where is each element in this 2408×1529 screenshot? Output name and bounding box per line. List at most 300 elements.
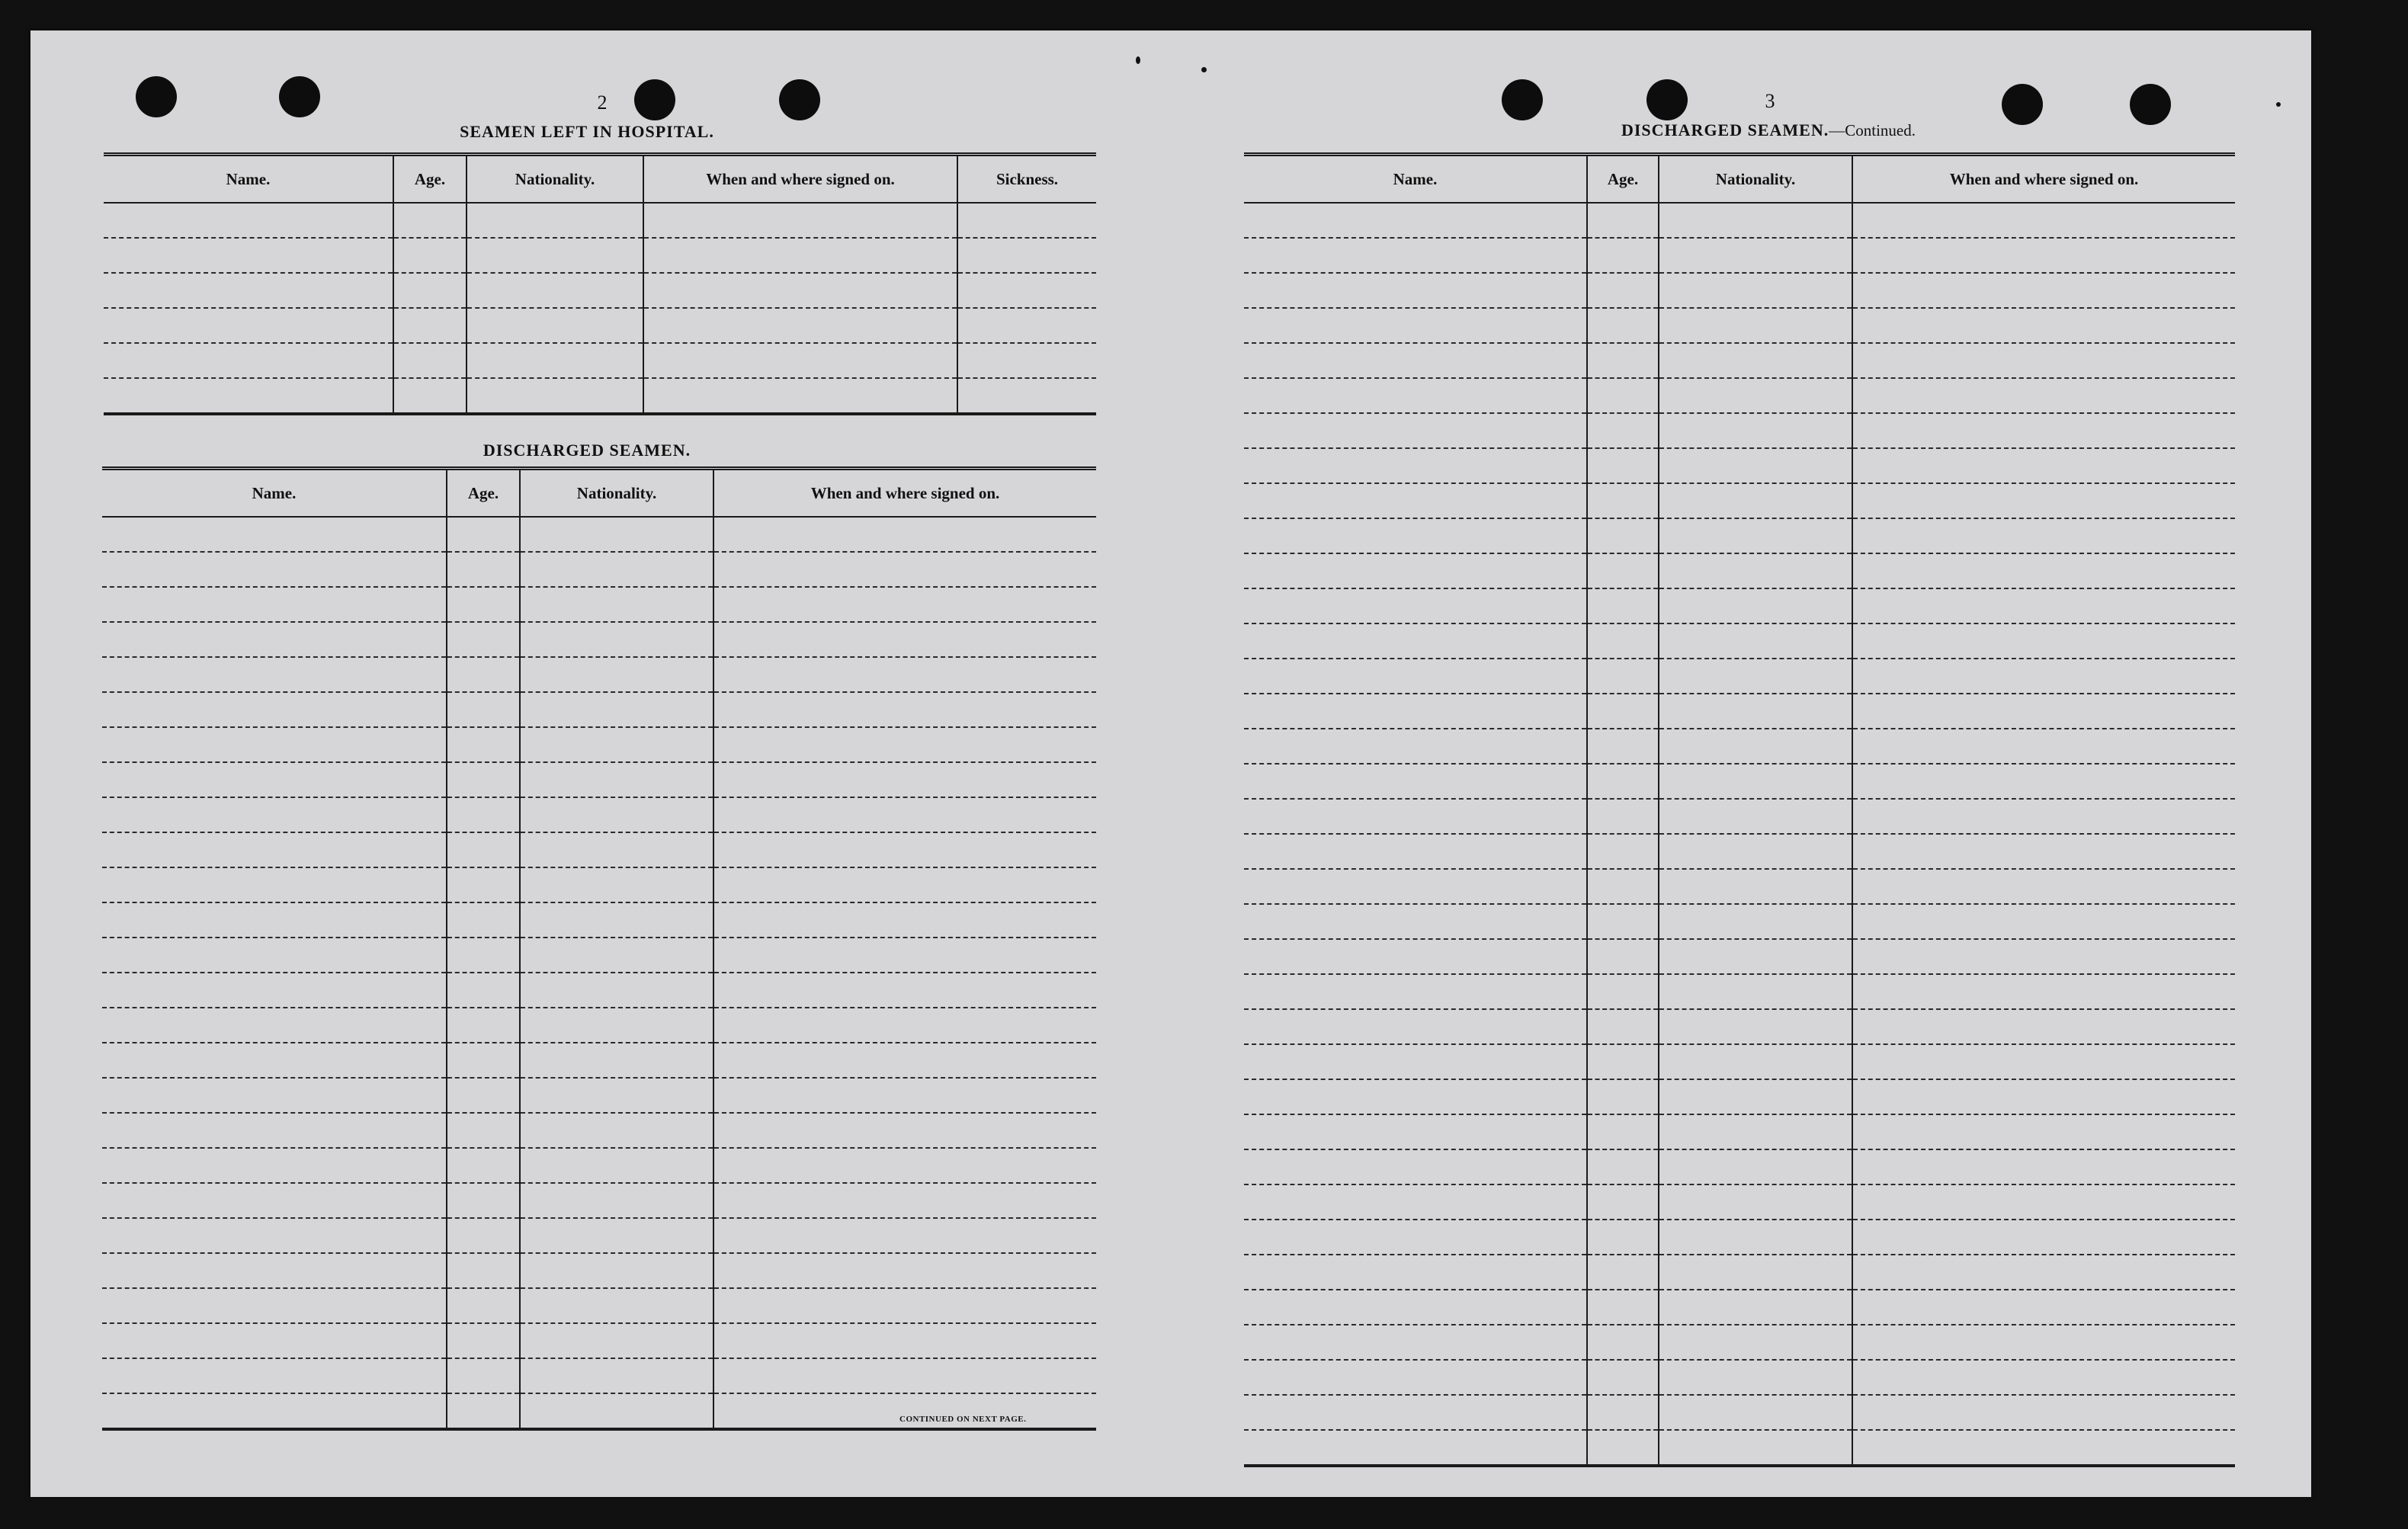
name-cell[interactable] [1244, 448, 1587, 483]
signed-on-cell[interactable] [1852, 1114, 2235, 1149]
name-cell[interactable] [102, 1008, 447, 1043]
signed-on-cell[interactable] [713, 1148, 1096, 1183]
name-cell[interactable] [1244, 1079, 1587, 1114]
signed-on-cell[interactable] [713, 1253, 1096, 1288]
name-cell[interactable] [102, 1218, 447, 1253]
name-cell[interactable] [102, 1078, 447, 1113]
sickness-cell[interactable] [957, 273, 1096, 308]
table-row[interactable] [102, 1218, 1096, 1253]
table-row[interactable] [1244, 588, 2235, 623]
table-row[interactable] [1244, 1079, 2235, 1114]
nationality-cell[interactable] [1659, 553, 1852, 588]
table-row[interactable] [102, 657, 1096, 692]
name-cell[interactable] [104, 343, 393, 378]
age-cell[interactable] [447, 1358, 520, 1393]
table-row[interactable] [102, 902, 1096, 938]
nationality-cell[interactable] [467, 238, 643, 273]
age-cell[interactable] [447, 587, 520, 622]
nationality-cell[interactable] [520, 1078, 713, 1113]
age-cell[interactable] [447, 692, 520, 727]
signed-on-cell[interactable] [1852, 378, 2235, 413]
age-cell[interactable] [1587, 1360, 1659, 1395]
nationality-cell[interactable] [520, 832, 713, 867]
signed-on-cell[interactable] [1852, 1079, 2235, 1114]
table-row[interactable] [1244, 273, 2235, 308]
signed-on-cell[interactable] [1852, 1044, 2235, 1079]
age-cell[interactable] [1587, 518, 1659, 553]
name-cell[interactable] [1244, 1255, 1587, 1290]
age-cell[interactable] [1587, 1184, 1659, 1220]
table-row[interactable] [1244, 413, 2235, 448]
nationality-cell[interactable] [520, 657, 713, 692]
table-row[interactable] [102, 1078, 1096, 1113]
signed-on-cell[interactable] [643, 203, 957, 238]
table-row[interactable] [1244, 1009, 2235, 1044]
table-row[interactable] [1244, 448, 2235, 483]
age-cell[interactable] [1587, 729, 1659, 764]
name-cell[interactable] [1244, 308, 1587, 343]
age-cell[interactable] [1587, 1255, 1659, 1290]
name-cell[interactable] [1244, 834, 1587, 869]
age-cell[interactable] [447, 1043, 520, 1078]
table-row[interactable] [1244, 974, 2235, 1009]
name-cell[interactable] [1244, 1290, 1587, 1325]
signed-on-cell[interactable] [1852, 1430, 2235, 1466]
name-cell[interactable] [102, 1288, 447, 1323]
name-cell[interactable] [102, 762, 447, 797]
age-cell[interactable] [447, 1113, 520, 1148]
signed-on-cell[interactable] [1852, 834, 2235, 869]
age-cell[interactable] [393, 238, 467, 273]
sickness-cell[interactable] [957, 378, 1096, 414]
signed-on-cell[interactable] [713, 727, 1096, 762]
name-cell[interactable] [1244, 729, 1587, 764]
table-row[interactable] [102, 1183, 1096, 1218]
signed-on-cell[interactable] [713, 1008, 1096, 1043]
age-cell[interactable] [1587, 1430, 1659, 1466]
table-row[interactable] [102, 938, 1096, 973]
name-cell[interactable] [102, 587, 447, 622]
nationality-cell[interactable] [1659, 659, 1852, 694]
age-cell[interactable] [1587, 308, 1659, 343]
table-row[interactable] [1244, 343, 2235, 378]
age-cell[interactable] [1587, 1220, 1659, 1255]
nationality-cell[interactable] [520, 1288, 713, 1323]
signed-on-cell[interactable] [713, 1323, 1096, 1358]
signed-on-cell[interactable] [1852, 273, 2235, 308]
signed-on-cell[interactable] [1852, 413, 2235, 448]
nationality-cell[interactable] [1659, 904, 1852, 939]
nationality-cell[interactable] [520, 902, 713, 938]
nationality-cell[interactable] [1659, 1149, 1852, 1184]
age-cell[interactable] [447, 1148, 520, 1183]
nationality-cell[interactable] [520, 692, 713, 727]
table-row[interactable] [102, 692, 1096, 727]
age-cell[interactable] [1587, 1079, 1659, 1114]
age-cell[interactable] [447, 1078, 520, 1113]
nationality-cell[interactable] [520, 727, 713, 762]
signed-on-cell[interactable] [713, 762, 1096, 797]
name-cell[interactable] [102, 938, 447, 973]
nationality-cell[interactable] [1659, 378, 1852, 413]
age-cell[interactable] [1587, 483, 1659, 518]
table-row[interactable] [104, 378, 1096, 414]
table-row[interactable] [1244, 1044, 2235, 1079]
signed-on-cell[interactable] [1852, 308, 2235, 343]
nationality-cell[interactable] [1659, 694, 1852, 729]
name-cell[interactable] [102, 867, 447, 902]
age-cell[interactable] [1587, 623, 1659, 659]
signed-on-cell[interactable] [713, 587, 1096, 622]
age-cell[interactable] [447, 902, 520, 938]
nationality-cell[interactable] [1659, 834, 1852, 869]
name-cell[interactable] [1244, 799, 1587, 834]
name-cell[interactable] [1244, 1395, 1587, 1430]
name-cell[interactable] [102, 832, 447, 867]
age-cell[interactable] [1587, 343, 1659, 378]
age-cell[interactable] [1587, 694, 1659, 729]
nationality-cell[interactable] [520, 1008, 713, 1043]
nationality-cell[interactable] [520, 762, 713, 797]
name-cell[interactable] [102, 902, 447, 938]
nationality-cell[interactable] [1659, 974, 1852, 1009]
table-row[interactable] [1244, 238, 2235, 273]
table-row[interactable] [104, 203, 1096, 238]
age-cell[interactable] [1587, 448, 1659, 483]
name-cell[interactable] [1244, 1360, 1587, 1395]
nationality-cell[interactable] [520, 1043, 713, 1078]
table-row[interactable] [1244, 1255, 2235, 1290]
name-cell[interactable] [102, 552, 447, 587]
nationality-cell[interactable] [1659, 1360, 1852, 1395]
table-row[interactable] [102, 622, 1096, 657]
signed-on-cell[interactable] [1852, 1009, 2235, 1044]
table-row[interactable] [1244, 869, 2235, 904]
nationality-cell[interactable] [520, 1358, 713, 1393]
age-cell[interactable] [393, 273, 467, 308]
signed-on-cell[interactable] [1852, 1255, 2235, 1290]
signed-on-cell[interactable] [643, 238, 957, 273]
nationality-cell[interactable] [1659, 1009, 1852, 1044]
table-row[interactable] [1244, 904, 2235, 939]
signed-on-cell[interactable] [1852, 729, 2235, 764]
nationality-cell[interactable] [520, 867, 713, 902]
nationality-cell[interactable] [1659, 273, 1852, 308]
table-row[interactable] [1244, 1395, 2235, 1430]
signed-on-cell[interactable] [713, 1218, 1096, 1253]
nationality-cell[interactable] [1659, 413, 1852, 448]
nationality-cell[interactable] [1659, 483, 1852, 518]
age-cell[interactable] [1587, 1009, 1659, 1044]
name-cell[interactable] [102, 797, 447, 832]
table-row[interactable] [1244, 1325, 2235, 1360]
nationality-cell[interactable] [1659, 939, 1852, 974]
sickness-cell[interactable] [957, 203, 1096, 238]
age-cell[interactable] [447, 1323, 520, 1358]
signed-on-cell[interactable] [1852, 203, 2235, 238]
table-row[interactable] [102, 1008, 1096, 1043]
age-cell[interactable] [447, 1183, 520, 1218]
name-cell[interactable] [1244, 1325, 1587, 1360]
signed-on-cell[interactable] [1852, 623, 2235, 659]
name-cell[interactable] [102, 1393, 447, 1429]
table-row[interactable] [102, 1253, 1096, 1288]
signed-on-cell[interactable] [1852, 238, 2235, 273]
name-cell[interactable] [104, 273, 393, 308]
signed-on-cell[interactable] [1852, 904, 2235, 939]
age-cell[interactable] [1587, 1325, 1659, 1360]
nationality-cell[interactable] [1659, 1430, 1852, 1466]
table-row[interactable] [102, 587, 1096, 622]
signed-on-cell[interactable] [1852, 694, 2235, 729]
table-row[interactable] [1244, 834, 2235, 869]
age-cell[interactable] [447, 938, 520, 973]
age-cell[interactable] [447, 1008, 520, 1043]
table-row[interactable] [104, 273, 1096, 308]
name-cell[interactable] [1244, 869, 1587, 904]
signed-on-cell[interactable] [1852, 588, 2235, 623]
signed-on-cell[interactable] [1852, 1395, 2235, 1430]
table-row[interactable] [1244, 1220, 2235, 1255]
age-cell[interactable] [1587, 1290, 1659, 1325]
table-row[interactable] [104, 343, 1096, 378]
age-cell[interactable] [1587, 378, 1659, 413]
age-cell[interactable] [393, 378, 467, 414]
age-cell[interactable] [1587, 1395, 1659, 1430]
age-cell[interactable] [447, 517, 520, 552]
nationality-cell[interactable] [1659, 343, 1852, 378]
nationality-cell[interactable] [1659, 1220, 1852, 1255]
age-cell[interactable] [447, 622, 520, 657]
nationality-cell[interactable] [1659, 203, 1852, 238]
signed-on-cell[interactable] [713, 657, 1096, 692]
signed-on-cell[interactable] [643, 378, 957, 414]
signed-on-cell[interactable] [1852, 1184, 2235, 1220]
age-cell[interactable] [393, 308, 467, 343]
age-cell[interactable] [447, 552, 520, 587]
nationality-cell[interactable] [520, 1183, 713, 1218]
signed-on-cell[interactable] [1852, 869, 2235, 904]
table-row[interactable] [102, 867, 1096, 902]
nationality-cell[interactable] [1659, 1395, 1852, 1430]
table-row[interactable] [104, 308, 1096, 343]
table-row[interactable] [1244, 659, 2235, 694]
name-cell[interactable] [102, 1253, 447, 1288]
name-cell[interactable] [1244, 694, 1587, 729]
signed-on-cell[interactable] [643, 308, 957, 343]
table-row[interactable] [1244, 939, 2235, 974]
name-cell[interactable] [1244, 343, 1587, 378]
signed-on-cell[interactable] [1852, 1149, 2235, 1184]
signed-on-cell[interactable] [713, 552, 1096, 587]
name-cell[interactable] [1244, 623, 1587, 659]
nationality-cell[interactable] [1659, 588, 1852, 623]
name-cell[interactable] [1244, 904, 1587, 939]
name-cell[interactable] [102, 1183, 447, 1218]
age-cell[interactable] [447, 832, 520, 867]
nationality-cell[interactable] [520, 973, 713, 1008]
nationality-cell[interactable] [520, 1393, 713, 1429]
table-row[interactable] [1244, 1114, 2235, 1149]
age-cell[interactable] [393, 343, 467, 378]
name-cell[interactable] [102, 657, 447, 692]
nationality-cell[interactable] [520, 1148, 713, 1183]
age-cell[interactable] [447, 1288, 520, 1323]
table-row[interactable] [1244, 764, 2235, 799]
name-cell[interactable] [102, 1148, 447, 1183]
nationality-cell[interactable] [1659, 1079, 1852, 1114]
name-cell[interactable] [102, 1113, 447, 1148]
age-cell[interactable] [1587, 238, 1659, 273]
name-cell[interactable] [102, 622, 447, 657]
table-row[interactable] [102, 552, 1096, 587]
age-cell[interactable] [1587, 974, 1659, 1009]
nationality-cell[interactable] [1659, 623, 1852, 659]
signed-on-cell[interactable] [1852, 448, 2235, 483]
signed-on-cell[interactable] [713, 1078, 1096, 1113]
nationality-cell[interactable] [1659, 799, 1852, 834]
table-row[interactable] [102, 1043, 1096, 1078]
name-cell[interactable] [1244, 1149, 1587, 1184]
signed-on-cell[interactable] [713, 517, 1096, 552]
nationality-cell[interactable] [520, 587, 713, 622]
nationality-cell[interactable] [520, 1253, 713, 1288]
name-cell[interactable] [1244, 1430, 1587, 1466]
table-row[interactable] [102, 1148, 1096, 1183]
signed-on-cell[interactable] [643, 343, 957, 378]
name-cell[interactable] [1244, 273, 1587, 308]
table-row[interactable] [1244, 203, 2235, 238]
signed-on-cell[interactable] [713, 867, 1096, 902]
name-cell[interactable] [1244, 764, 1587, 799]
nationality-cell[interactable] [1659, 518, 1852, 553]
name-cell[interactable] [104, 378, 393, 414]
signed-on-cell[interactable] [1852, 483, 2235, 518]
nationality-cell[interactable] [520, 797, 713, 832]
nationality-cell[interactable] [467, 308, 643, 343]
signed-on-cell[interactable] [713, 1043, 1096, 1078]
signed-on-cell[interactable] [713, 902, 1096, 938]
age-cell[interactable] [447, 797, 520, 832]
age-cell[interactable] [447, 1218, 520, 1253]
table-row[interactable] [1244, 518, 2235, 553]
signed-on-cell[interactable] [1852, 939, 2235, 974]
signed-on-cell[interactable] [1852, 1220, 2235, 1255]
table-row[interactable] [1244, 308, 2235, 343]
age-cell[interactable] [447, 657, 520, 692]
table-row[interactable] [1244, 623, 2235, 659]
age-cell[interactable] [1587, 553, 1659, 588]
name-cell[interactable] [1244, 483, 1587, 518]
age-cell[interactable] [1587, 939, 1659, 974]
signed-on-cell[interactable] [713, 938, 1096, 973]
nationality-cell[interactable] [1659, 729, 1852, 764]
age-cell[interactable] [447, 762, 520, 797]
signed-on-cell[interactable] [1852, 1290, 2235, 1325]
sickness-cell[interactable] [957, 238, 1096, 273]
signed-on-cell[interactable] [713, 832, 1096, 867]
sickness-cell[interactable] [957, 343, 1096, 378]
signed-on-cell[interactable] [713, 1288, 1096, 1323]
name-cell[interactable] [104, 203, 393, 238]
signed-on-cell[interactable] [643, 273, 957, 308]
nationality-cell[interactable] [1659, 1184, 1852, 1220]
age-cell[interactable] [1587, 659, 1659, 694]
signed-on-cell[interactable] [713, 1358, 1096, 1393]
age-cell[interactable] [1587, 273, 1659, 308]
signed-on-cell[interactable] [1852, 799, 2235, 834]
table-row[interactable] [1244, 1430, 2235, 1466]
table-row[interactable] [1244, 553, 2235, 588]
age-cell[interactable] [447, 973, 520, 1008]
table-row[interactable] [104, 238, 1096, 273]
name-cell[interactable] [102, 973, 447, 1008]
nationality-cell[interactable] [1659, 764, 1852, 799]
age-cell[interactable] [1587, 834, 1659, 869]
table-row[interactable] [102, 1323, 1096, 1358]
signed-on-cell[interactable] [713, 1113, 1096, 1148]
name-cell[interactable] [1244, 378, 1587, 413]
nationality-cell[interactable] [1659, 1325, 1852, 1360]
nationality-cell[interactable] [467, 343, 643, 378]
signed-on-cell[interactable] [1852, 659, 2235, 694]
nationality-cell[interactable] [520, 552, 713, 587]
name-cell[interactable] [1244, 238, 1587, 273]
table-row[interactable] [102, 727, 1096, 762]
name-cell[interactable] [1244, 1044, 1587, 1079]
nationality-cell[interactable] [520, 938, 713, 973]
signed-on-cell[interactable] [1852, 764, 2235, 799]
age-cell[interactable] [1587, 1044, 1659, 1079]
nationality-cell[interactable] [1659, 238, 1852, 273]
age-cell[interactable] [1587, 203, 1659, 238]
signed-on-cell[interactable] [1852, 974, 2235, 1009]
signed-on-cell[interactable] [1852, 553, 2235, 588]
table-row[interactable] [102, 797, 1096, 832]
nationality-cell[interactable] [520, 1323, 713, 1358]
name-cell[interactable] [1244, 659, 1587, 694]
age-cell[interactable] [1587, 1149, 1659, 1184]
table-row[interactable] [102, 1358, 1096, 1393]
nationality-cell[interactable] [520, 1113, 713, 1148]
name-cell[interactable] [1244, 974, 1587, 1009]
signed-on-cell[interactable] [1852, 1325, 2235, 1360]
name-cell[interactable] [104, 308, 393, 343]
nationality-cell[interactable] [467, 378, 643, 414]
name-cell[interactable] [102, 692, 447, 727]
age-cell[interactable] [1587, 1114, 1659, 1149]
table-row[interactable] [1244, 694, 2235, 729]
nationality-cell[interactable] [1659, 1114, 1852, 1149]
table-row[interactable] [102, 517, 1096, 552]
nationality-cell[interactable] [520, 622, 713, 657]
age-cell[interactable] [393, 203, 467, 238]
nationality-cell[interactable] [467, 273, 643, 308]
name-cell[interactable] [1244, 1220, 1587, 1255]
signed-on-cell[interactable] [713, 692, 1096, 727]
name-cell[interactable] [1244, 553, 1587, 588]
table-row[interactable] [102, 1288, 1096, 1323]
table-row[interactable] [1244, 1360, 2235, 1395]
name-cell[interactable] [1244, 518, 1587, 553]
age-cell[interactable] [1587, 764, 1659, 799]
signed-on-cell[interactable] [713, 973, 1096, 1008]
sickness-cell[interactable] [957, 308, 1096, 343]
signed-on-cell[interactable] [1852, 518, 2235, 553]
table-row[interactable] [102, 1113, 1096, 1148]
nationality-cell[interactable] [467, 203, 643, 238]
name-cell[interactable] [1244, 1184, 1587, 1220]
